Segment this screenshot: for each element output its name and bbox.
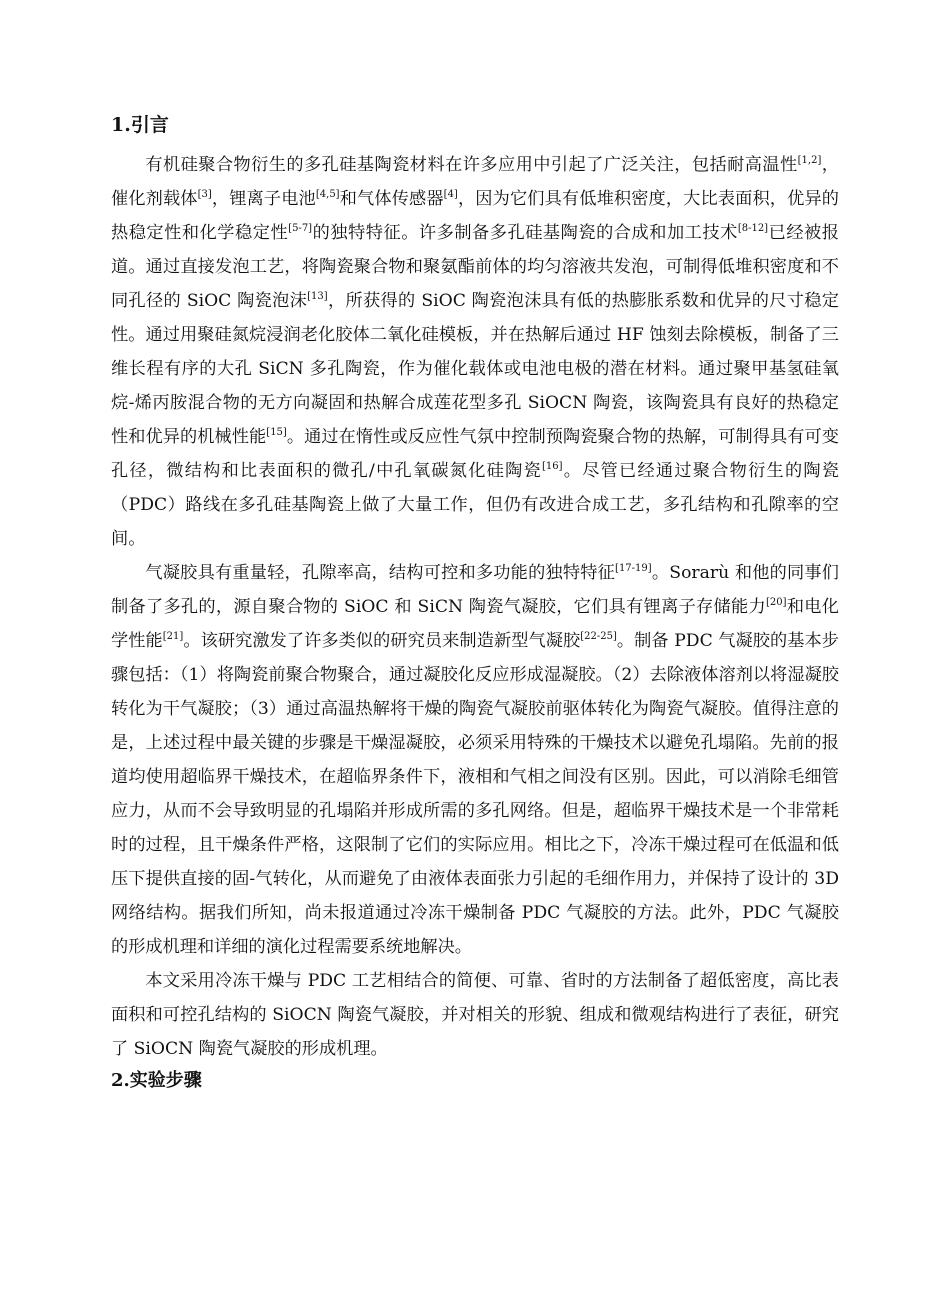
text-run: 和电化学性能 [111,597,839,651]
citation-ref: [20] [766,597,787,608]
text-run: 和气体传感器 [339,189,444,209]
text-run: ，因为它们具有低堆积密度，大比表面积，优异的热稳定性和化学稳定性 [111,189,839,243]
paragraph [111,964,839,1066]
text-run: ，锂离子电池 [211,189,316,209]
citation-ref: [22-25] [580,631,617,642]
section-heading-experimental-steps: 2.实验步骤 [111,1070,202,1091]
citation-ref: [16] [541,461,563,472]
document-page [111,112,839,1094]
citation-ref: [15] [266,427,287,438]
introduction-body [111,148,839,1066]
text-run: 。通过在惰性或反应性气氛中控制预陶瓷聚合物的热解，可制得具有可变孔径，微结构和比表面积的微孔/中孔氧碳氮化硅陶瓷 [111,427,839,481]
paragraph [111,148,839,556]
citation-ref: [1,2] [797,155,822,166]
citation-ref: [4,5] [315,189,340,200]
text-run: 气凝胶具有重量轻，孔隙率高，结构可控和多功能的独特特征 [145,563,616,583]
paragraph [111,556,839,964]
text-run: 。该研究激发了许多类似的研究员来制造新型气凝胶 [183,631,581,651]
text-run: 已经被报道。通过直接发泡工艺，将陶瓷聚合物和聚氨酯前体的均匀溶液共发泡，可制得低堆积密度和不同孔径的 SiOC 陶瓷泡沫 [111,223,839,311]
text-run: 。制备 PDC 气凝胶的基本步骤包括：（1）将陶瓷前聚合物聚合，通过凝胶化反应形成湿凝胶。（2）去除液体溶剂以将湿凝胶转化为干气凝胶；（3）通过高温热解将干燥的陶瓷气凝胶前驱体转化为陶瓷气凝胶。值得注意的是，上述过程中最关键的步骤是干燥湿凝胶，必须采用特殊的干燥技术以避免孔塌陷。先前的报道均使用超临界干燥技术，在超临界条件下，液相和气相之间没有区别。因此，可以消除毛细管应力，从而不会导致明显的孔塌陷并形成所需的多孔网络。但是，超临界干燥技术是一个非常耗时的过程，且干燥条件严格，这限制了它们的实际应用。相比之下，冷冻干燥过程可在低温和低压下提供直接的固-气转化，从而避免了由液体表面张力引起的毛细作用力，并保持了设计的 3D 网络结构。据我们所知，尚未报道通过冷冻干燥制备 PDC 气凝胶的方法。此外，PDC 气凝胶的形成机理和详细的演化过程需要系统地解决。 [111,631,839,957]
citation-ref: [17-19] [615,563,652,574]
citation-ref: [13] [307,291,328,302]
citation-ref: [8-12] [737,223,769,234]
citation-ref: [5-7] [288,223,313,234]
text-run: 。Sorarù 和他的同事们制备了多孔的，源自聚合物的 SiOC 和 SiCN 陶瓷气凝胶，它们具有锂离子存储能力 [111,563,839,617]
text-run: 本文采用冷冻干燥与 PDC 工艺相结合的简便、可靠、省时的方法制备了超低密度，高比表面积和可控孔结构的 SiOCN 陶瓷气凝胶，并对相关的形貌、组成和微观结构进行了表征，研究了 SiOCN 陶瓷气凝胶的形成机理。 [111,971,839,1059]
text-run: 有机硅聚合物衍生的多孔硅基陶瓷材料在许多应用中引起了广泛关注，包括耐高温性 [145,155,798,175]
text-run: 。尽管已经通过聚合物衍生的陶瓷（PDC）路线在多孔硅基陶瓷上做了大量工作，但仍有改进合成工艺，多孔结构和孔隙率的空间。 [111,461,839,549]
text-run: ，所获得的 SiOC 陶瓷泡沫具有低的热膨胀系数和优异的尺寸稳定性。通过用聚硅氮烷浸润老化胶体二氧化硅模板，并在热解后通过 HF 蚀刻去除模板，制备了三维长程有序的大孔 SiCN 多孔陶瓷，作为催化载体或电池电极的潜在材料。通过聚甲基氢硅氧烷-烯丙胺混合物的无方向凝固和热解合成莲花型多孔 SiOCN 陶瓷，该陶瓷具有良好的热稳定性和优异的机械性能 [111,291,839,447]
text-run: 的独特特征。许多制备多孔硅基陶瓷的合成和加工技术 [312,223,738,243]
citation-ref: [3] [197,189,212,200]
text-run: ，催化剂载体 [111,155,839,209]
section-heading-introduction: 1.引言 [111,114,169,136]
citation-ref: [21] [162,631,184,642]
citation-ref: [4] [443,189,458,200]
